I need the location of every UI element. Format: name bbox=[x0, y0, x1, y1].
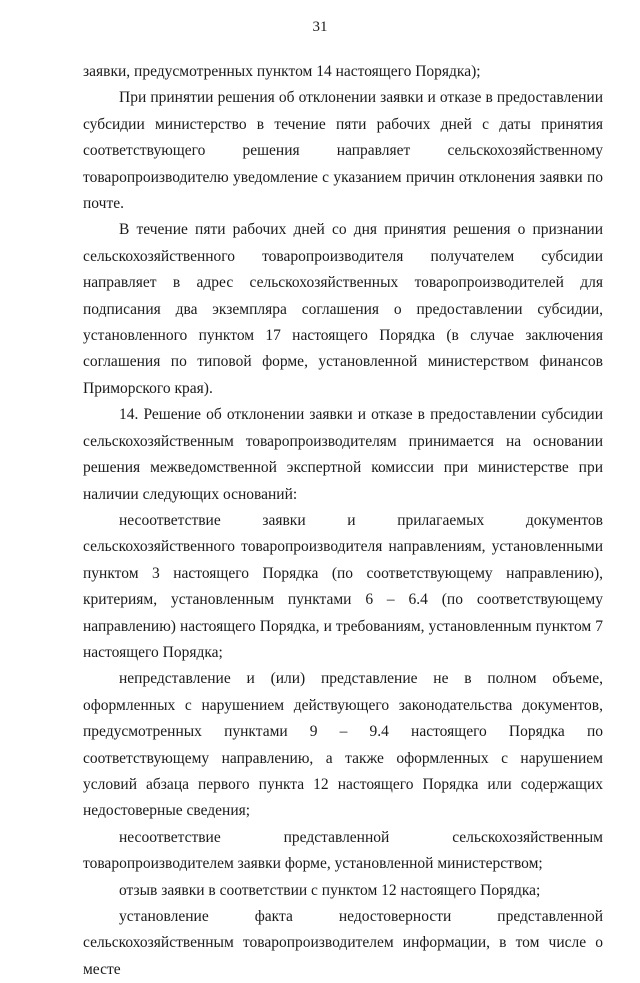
document-body bbox=[83, 59, 603, 983]
paragraph-rejection-notice: При принятии решения об отклонении заявки и отказе в предоставлении субсидии министерство в течение пяти рабочих дней с даты принятия соответствующего решения направляет сельскохозяйственному товаропроизводителю уведомление с указанием причин отклонения заявки по почте. bbox=[83, 89, 603, 213]
paragraph-ground-5: установление факта недостоверности представленной сельскохозяйственным товаропроизводителем информации, в том числе о месте bbox=[83, 908, 603, 978]
paragraph-ground-2: непредставление и (или) представление не в полном объеме, оформленных с нарушением действующего законодательства документов, предусмотренных пунктами 9 – 9.4 настоящего Порядка по соответствующему направлению, а также оформленных с нарушением условий абзаца первого пункта 12 настоящего Порядка или содержащих недостоверные сведения; bbox=[83, 670, 603, 820]
paragraph-ground-3: несоответствие представленной сельскохозяйственным товаропроизводителем заявки форме, установленной министерством; bbox=[83, 828, 603, 873]
page-number: 31 bbox=[312, 19, 328, 35]
paragraph-continuation: заявки, предусмотренных пунктом 14 настоящего Порядка); bbox=[83, 63, 481, 80]
paragraph-agreement-sending: В течение пяти рабочих дней со дня принятия решения о признании сельскохозяйственного товаропроизводителя получателем субсидии направляет в адрес сельскохозяйственных товаропроизводителей для подписания два экземпляра соглашения о предоставлении субсидии, установленного пунктом 17 настоящего Порядка (в случае заключения соглашения по типовой форме, установленной министерством финансов Приморского края). bbox=[83, 221, 603, 397]
paragraph-clause-14: 14. Решение об отклонении заявки и отказе в предоставлении субсидии сельскохозяйственным товаропроизводителям принимается на основании решения межведомственной экспертной комиссии при министерстве при наличии следующих оснований: bbox=[83, 406, 603, 503]
paragraph-ground-1: несоответствие заявки и прилагаемых документов сельскохозяйственного товаропроизводителя направлениям, установленными пунктом 3 настоящего Порядка (по соответствующему направлению), критериям, установленным пунктами 6 – 6.4 (по соответствующему направлению) настоящего Порядка, и требованиям, установленным пунктом 7 настоящего Порядка; bbox=[83, 511, 603, 661]
paragraph-ground-4: отзыв заявки в соответствии с пунктом 12 настоящего Порядка; bbox=[119, 881, 541, 899]
